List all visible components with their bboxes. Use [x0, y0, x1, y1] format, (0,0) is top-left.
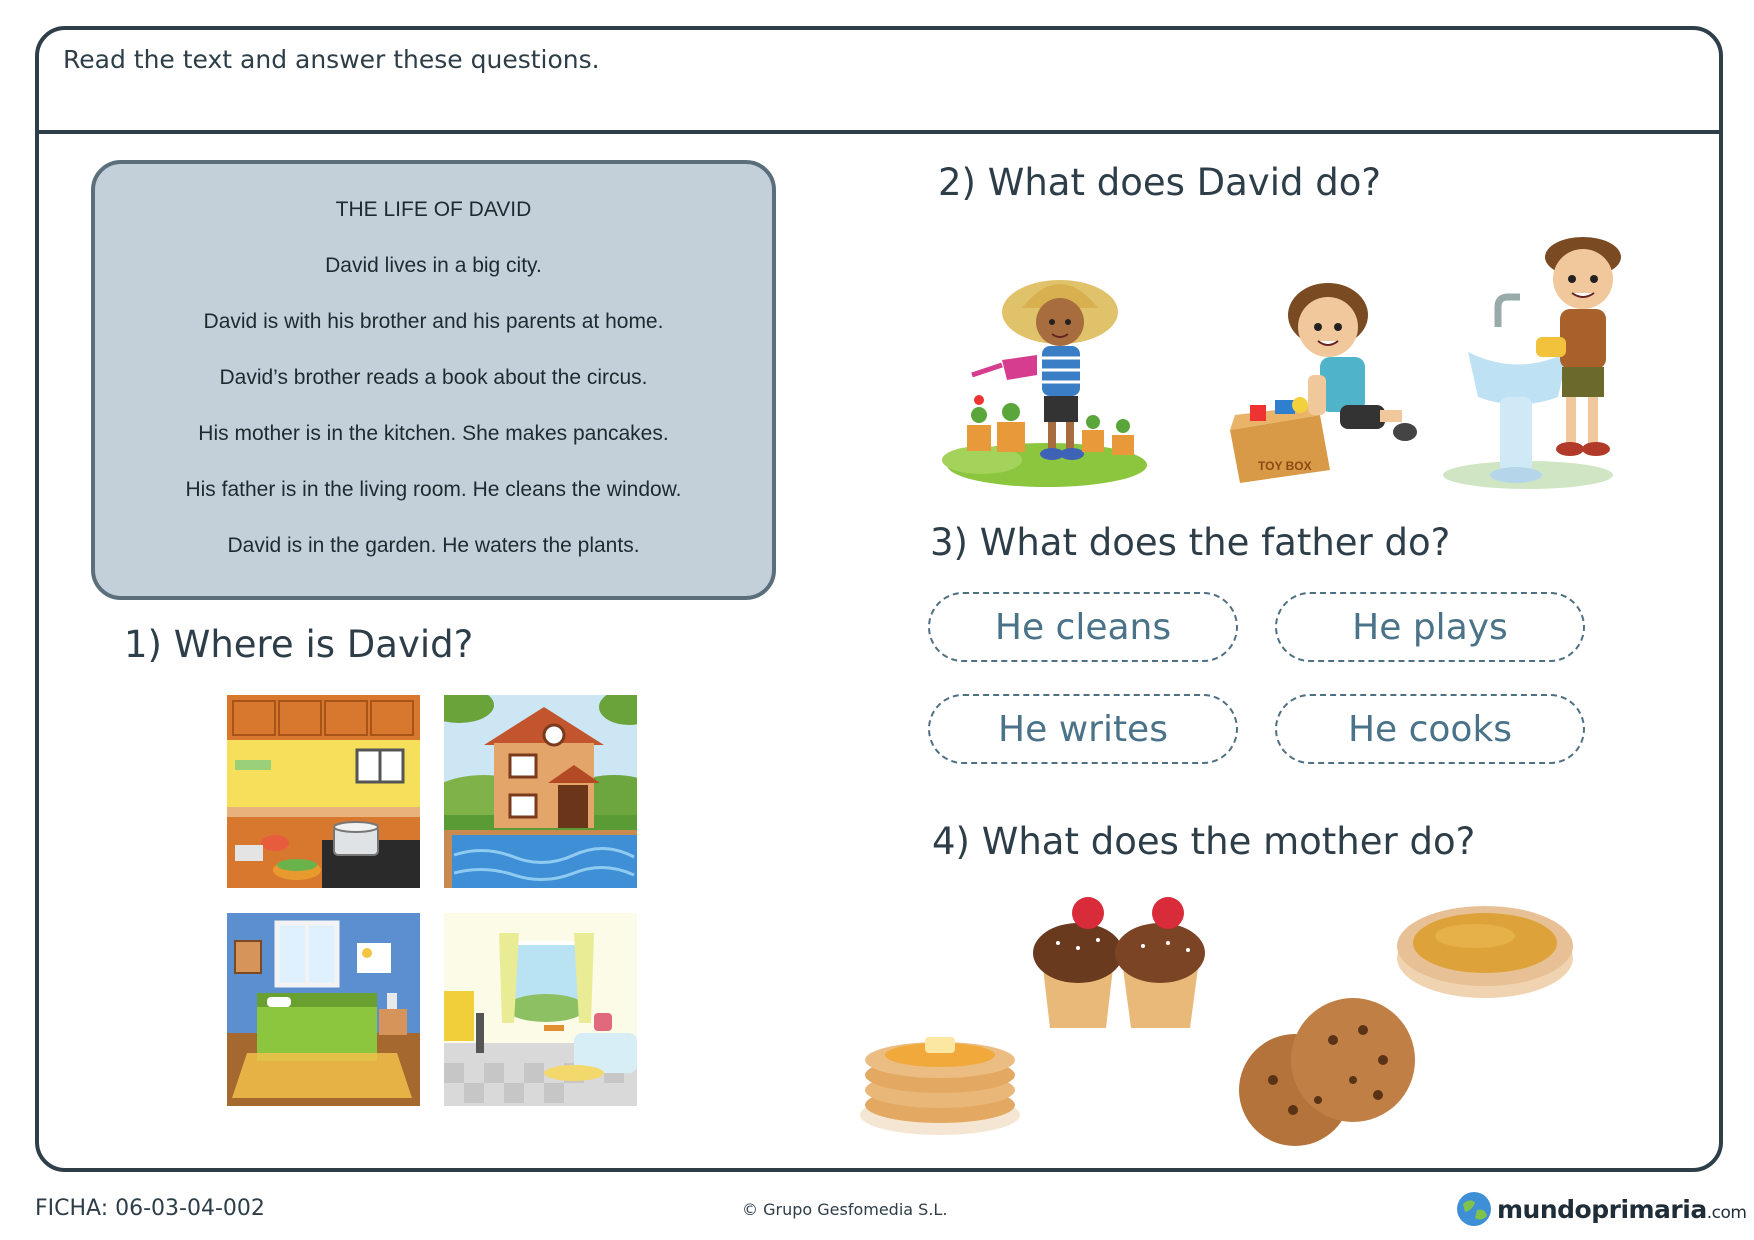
pancakes-icon[interactable]: [855, 1015, 1025, 1144]
story-line: David lives in a big city.: [325, 254, 542, 277]
header-divider: [35, 130, 1723, 134]
story-line: David’s brother reads a book about the circus.: [219, 366, 648, 389]
worksheet-code: FICHA: 06-03-04-002: [35, 1196, 265, 1221]
question-4: 4) What does the mother do?: [932, 820, 1476, 863]
logo-suffix: .com: [1706, 1202, 1747, 1223]
globe-icon: [1455, 1190, 1493, 1228]
kitchen-icon[interactable]: [227, 695, 420, 888]
site-logo[interactable]: [1455, 1190, 1746, 1228]
story-line: His mother is in the kitchen. She makes pancakes.: [198, 422, 669, 445]
story-title: THE LIFE OF DAVID: [335, 198, 532, 221]
toy-box-label: TOY BOX: [1258, 459, 1312, 473]
boy-playing-toys-icon[interactable]: [1220, 265, 1420, 494]
boy-washing-hands-icon[interactable]: [1438, 237, 1648, 496]
question-2: 2) What does David do?: [938, 161, 1381, 204]
option-he-cleans[interactable]: He cleans: [928, 592, 1238, 662]
house-garden-icon[interactable]: [444, 695, 637, 888]
logo-main: mundoprimaria: [1497, 1194, 1707, 1224]
copyright: © Grupo Gesfomedia S.L.: [742, 1200, 948, 1219]
question-1: 1) Where is David?: [124, 623, 474, 666]
option-he-writes[interactable]: He writes: [928, 694, 1238, 764]
bedroom-icon[interactable]: [227, 913, 420, 1106]
question-3: 3) What does the father do?: [930, 521, 1451, 564]
cookies-icon[interactable]: [1233, 990, 1418, 1154]
cupcakes-icon[interactable]: [1028, 888, 1228, 1037]
boy-watering-plants-icon[interactable]: [942, 250, 1152, 494]
option-he-plays[interactable]: He plays: [1275, 592, 1585, 662]
instruction-text: Read the text and answer these questions.: [63, 45, 600, 74]
story-box: [91, 160, 776, 600]
story-line: David is in the garden. He waters the plants.: [227, 534, 640, 557]
logo-text: [1497, 1195, 1746, 1224]
living-room-icon[interactable]: [444, 913, 637, 1106]
story-line: David is with his brother and his parents at home.: [203, 310, 664, 333]
pie-icon[interactable]: [1395, 888, 1575, 1007]
story-line: His father is in the living room. He cleans the window.: [185, 478, 682, 501]
option-he-cooks[interactable]: He cooks: [1275, 694, 1585, 764]
